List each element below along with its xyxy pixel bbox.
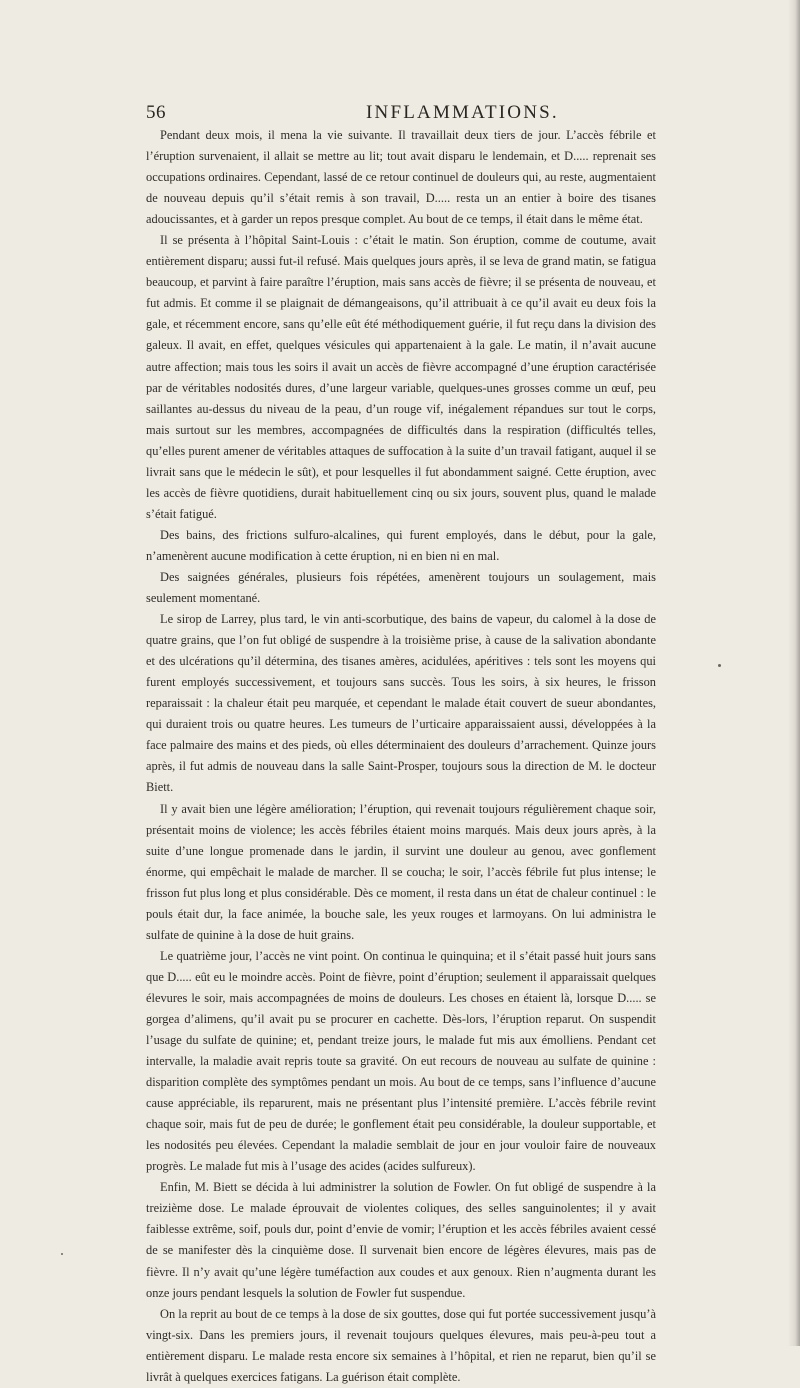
paragraph: Il se présenta à l’hôpital Saint-Louis : c’était le matin. Son éruption, comme de coutume, avait entièrement disparu; aussi fut-il refusé. Mais quelques jours après, il se leva de grand matin, se fatigua beaucoup, et parvint à faire paraître l’éruption, mais sans accès de fièvre; il se présenta de nouveau, et fut admis. Et comme il se plaignait de démangeaisons, qu’il attribuait à ce qu’il avait eu deux fois la gale, et récemment encore, sans qu’elle eût été méthodiquement guérie, il fut reçu dans la division des galeux. Il avait, en effet, quelques vésicules qui appartenaient à la gale. Le matin, il n’avait aucune autre affection; mais tous les soirs il avait un accès de fièvre accompagné d’une éruption caractérisée par de véritables nodosités dures, d’une largeur variable, quelques-unes grosses comme un œuf, peu saillantes au-dessus du niveau de la peau, d’un rouge vif, inégalement répandues sur tout le corps, mais surtout sur les membres, accompagnées de difficultés dans la respiration (difficultés telles, qu’elles purent amener de véritables attaques de suffocation à la suite d’un travail fatigant, auquel il se livrait sans que le médecin le sût), et pour lesquelles il fut abondamment saigné. Cette éruption, avec les accès de fièvre quotidiens, durait habituellement cinq ou six jours, souvent plus, quand le malade s’était fatigué. xyxy=(146,233,656,521)
paragraph: Il y avait bien une légère amélioration; l’éruption, qui revenait toujours régulièrement chaque soir, présentait moins de violence; les accès fébriles étaient moins marqués. Mais deux jours après, à la suite d’une longue promenade dans le jardin, il survint une douleur au genou, avec gonflement énorme, qui empêchait le malade de marcher. Il se coucha; le soir, l’accès fébrile fut plus intense; le frisson fut plus long et plus considérable. Dès ce moment, il resta dans un état de chaleur continuel : le pouls était dur, la face animée, la bouche sale, les yeux rouges et larmoyans. On lui administra le sulfate de quinine à la dose de huit grains. xyxy=(146,801,656,942)
paragraph: Des bains, des frictions sulfuro-alcalines, qui furent employés, dans le début, pour la gale, n’amenèrent aucune modification à cette éruption, ni en bien ni en mal. xyxy=(146,527,656,563)
page-header xyxy=(146,102,656,126)
page-edge-shadow xyxy=(788,0,800,1346)
paragraph: Le quatrième jour, l’accès ne vint point. On continua le quinquina; et il s’était passé huit jours sans que D..... eût eu le moindre accès. Point de fièvre, point d’éruption; seulement il apparaissait quelques élevures le soir, mais accompagnées de moins de douleurs. Les choses en étaient là, lorsque D..... se gorgea d’alimens, qu’il avait pu se procurer en cachette. Dès-lors, l’éruption reparut. On suspendit l’usage du sulfate de quinine; et, pendant treize jours, le malade fut mis aux émolliens. Pendant cet intervalle, la maladie avait repris toute sa gravité. On eut recours de nouveau au sulfate de quinine : disparition complète des symptômes pendant un mois. Au bout de ce temps, sans l’influence d’aucune cause appréciable, ils reparurent, mais ne présentant plus l’intensité première. L’accès fébrile revint chaque soir, mais fut de peu de durée; le gonflement était peu considérable, la douleur supportable, et les nodosités peu élevées. Cependant la maladie semblait de jour en jour vouloir faire de nouveaux progrès. Le malade fut mis à l’usage des acides (acides sulfureux). xyxy=(146,948,656,1174)
paragraph: Le sirop de Larrey, plus tard, le vin anti-scorbutique, des bains de vapeur, du calomel à la dose de quatre grains, que l’on fut obligé de suspendre à la troisième prise, à cause de la salivation abondante et des ulcérations qu’il détermina, des tisanes amères, acidulées, apéritives : tels sont les moyens qui furent employés successivement, et toujours sans succès. Tous les soirs, à six heures, le frisson reparaissait : la chaleur était peu marquée, et cependant le malade était couvert de sueur abondantes, qui duraient trois ou quatre heures. Les tumeurs de l’urticaire apparaissaient aussi, développées à la face palmaire des mains et des pieds, où elles déterminaient des douleurs d’arrachement. Quinze jours après, il fut admis de nouveau dans la salle Saint-Prosper, toujours sous la direction de M. le docteur Biett. xyxy=(146,612,656,795)
running-title: INFLAMMATIONS. xyxy=(366,102,559,123)
paragraph: Enfin, M. Biett se décida à lui administrer la solution de Fowler. On fut obligé de suspendre à la treizième dose. Le malade éprouvait de violentes coliques, des selles sanguinolentes; il y avait faiblesse extrême, soif, pouls dur, point d’envie de vomir; l’éruption et les accès fébriles avaient cessé de se manifester dès la cinquième dose. Il survenait bien encore de légères élevures, mais pas de fièvre. Il n’y avait qu’une légère tuméfaction aux coudes et aux genoux. Rien n’augmenta durant les onze jours pendant lesquels la solution de Fowler fut suspendue. xyxy=(146,1180,656,1300)
page-number: 56 xyxy=(146,102,166,123)
body-text xyxy=(146,125,656,1388)
paragraph: Des saignées générales, plusieurs fois répétées, amenèrent toujours un soulagement, mais seulement momentané. xyxy=(146,569,656,606)
ink-speck xyxy=(61,1253,63,1255)
paragraph: Pendant deux mois, il mena la vie suivante. Il travaillait deux tiers de jour. L’accès fébrile et l’éruption survenaient, il allait se mettre au lit; tout avait disparu le lendemain, et D..... reprenait ses occupations ordinaires. Cependant, lassé de ce retour continuel de douleurs qui, au reste, augmentaient de nouveau depuis qu’il s’était remis à son travail, D..... resta un an entier à boire des tisanes adoucissantes, et à garder un repos presque complet. Au bout de ce temps, il était dans le même état. xyxy=(146,128,656,227)
paragraph: On la reprit au bout de ce temps à la dose de six gouttes, dose qui fut portée successivement jusqu’à vingt-six. Dans les premiers jours, il revenait toujours quelques élevures, mais peu-à-peu tout a entièrement disparu. Le malade resta encore six semaines à l’hôpital, et rien ne reparut, bien qu’il se livrât à quelques exercices fatigans. La guérison était complète. xyxy=(146,1306,656,1384)
ink-speck xyxy=(718,664,721,667)
